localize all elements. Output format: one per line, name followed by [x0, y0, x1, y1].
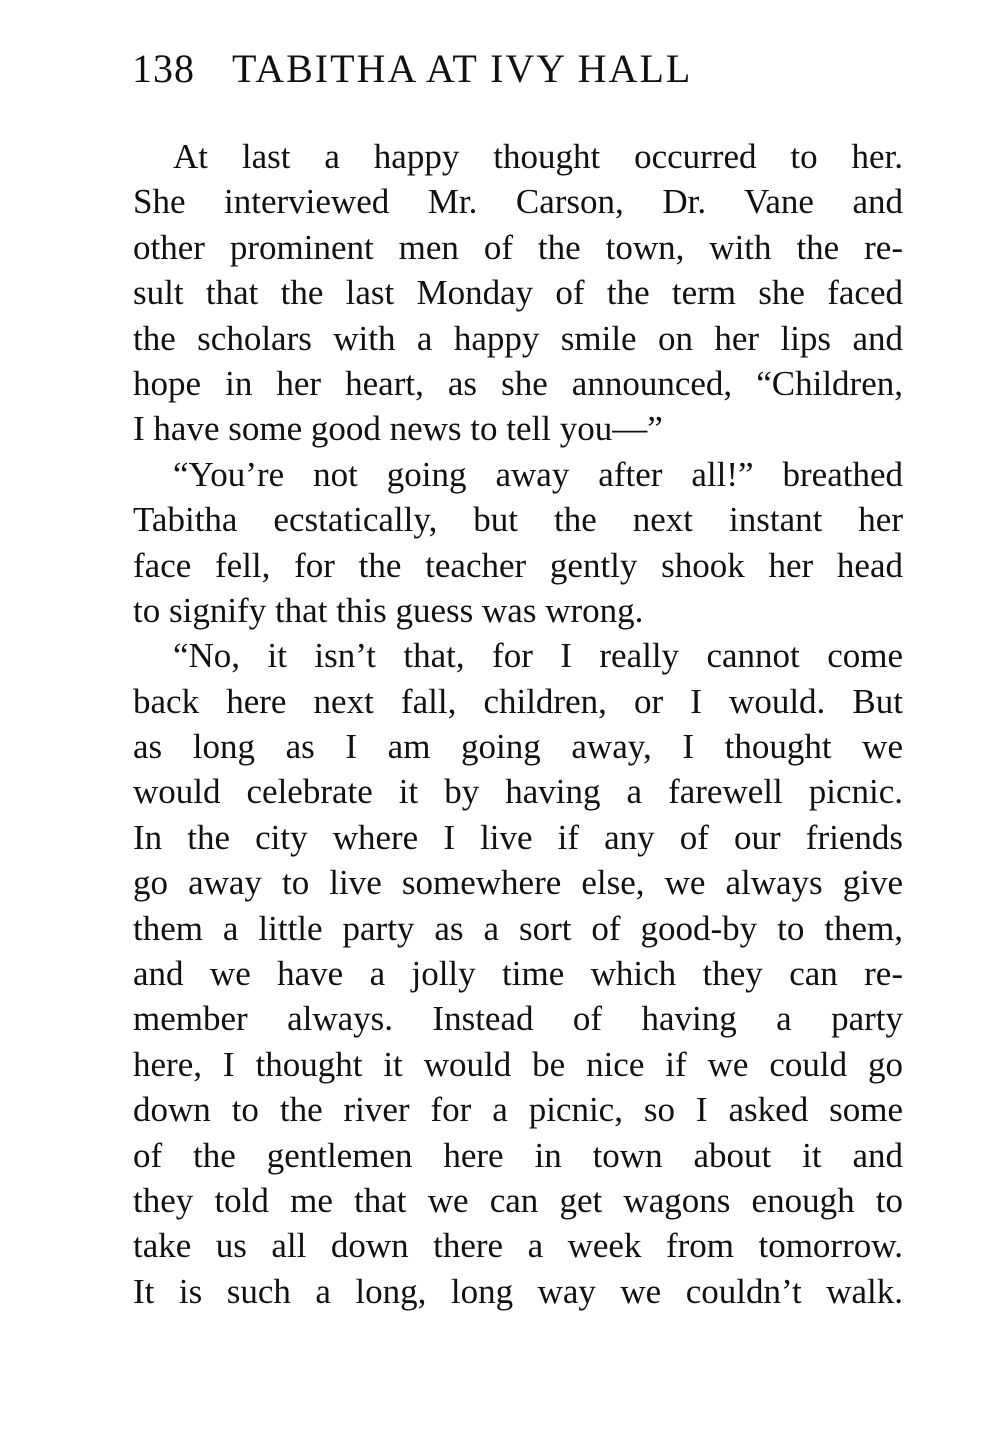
text-line: Tabitha ecstatically, but the next instant her [133, 500, 903, 540]
text-line: I have some good news to tell you—” [133, 409, 663, 449]
text-line: It is such a long, long way we couldn’t walk. [133, 1271, 903, 1311]
text-line: back here next fall, children, or I would. But [133, 681, 903, 721]
text-line: At last a happy thought occurred to her. [173, 137, 903, 176]
text-line: and we have a jolly time which they can re- [133, 954, 903, 994]
text-line: face fell, for the teacher gently shook her head [133, 545, 903, 585]
text-line: as long as I am going away, I thought we [133, 727, 903, 767]
text-line: them a little party as a sort of good-by to them, [133, 908, 903, 948]
text-line: other prominent men of the town, with the re- [133, 227, 903, 267]
page-number: 138 [132, 46, 195, 91]
text-line: of the gentlemen here in town about it and [133, 1135, 903, 1175]
text-line: member always. Instead of having a party [133, 999, 903, 1039]
text-line: take us all down there a week from tomorrow. [133, 1226, 903, 1266]
paragraph [133, 633, 903, 1314]
text-line: go away to live somewhere else, we always give [133, 863, 903, 903]
text-line: sult that the last Monday of the term she faced [133, 273, 903, 313]
text-line: She interviewed Mr. Carson, Dr. Vane and [133, 182, 903, 222]
text-line: to signify that this guess was wrong. [133, 590, 644, 630]
text-line: In the city where I live if any of our friends [133, 817, 903, 857]
text-line: “No, it isn’t that, for I really cannot come [173, 636, 903, 676]
body-text [133, 134, 903, 1314]
running-title: TABITHA AT IVY HALL [232, 46, 693, 91]
paragraph [133, 452, 903, 634]
text-line: they told me that we can get wagons enough to [133, 1180, 903, 1220]
paragraph [133, 134, 903, 452]
text-line: the scholars with a happy smile on her lips and [133, 318, 903, 358]
text-line: here, I thought it would be nice if we could go [133, 1044, 903, 1084]
text-line: “You’re not going away after all!” breathed [173, 454, 903, 494]
running-head [132, 44, 812, 94]
text-line: hope in her heart, as she announced, “Children, [133, 363, 903, 403]
text-line: down to the river for a picnic, so I asked some [133, 1090, 903, 1130]
text-line: would celebrate it by having a farewell picnic. [133, 772, 903, 812]
